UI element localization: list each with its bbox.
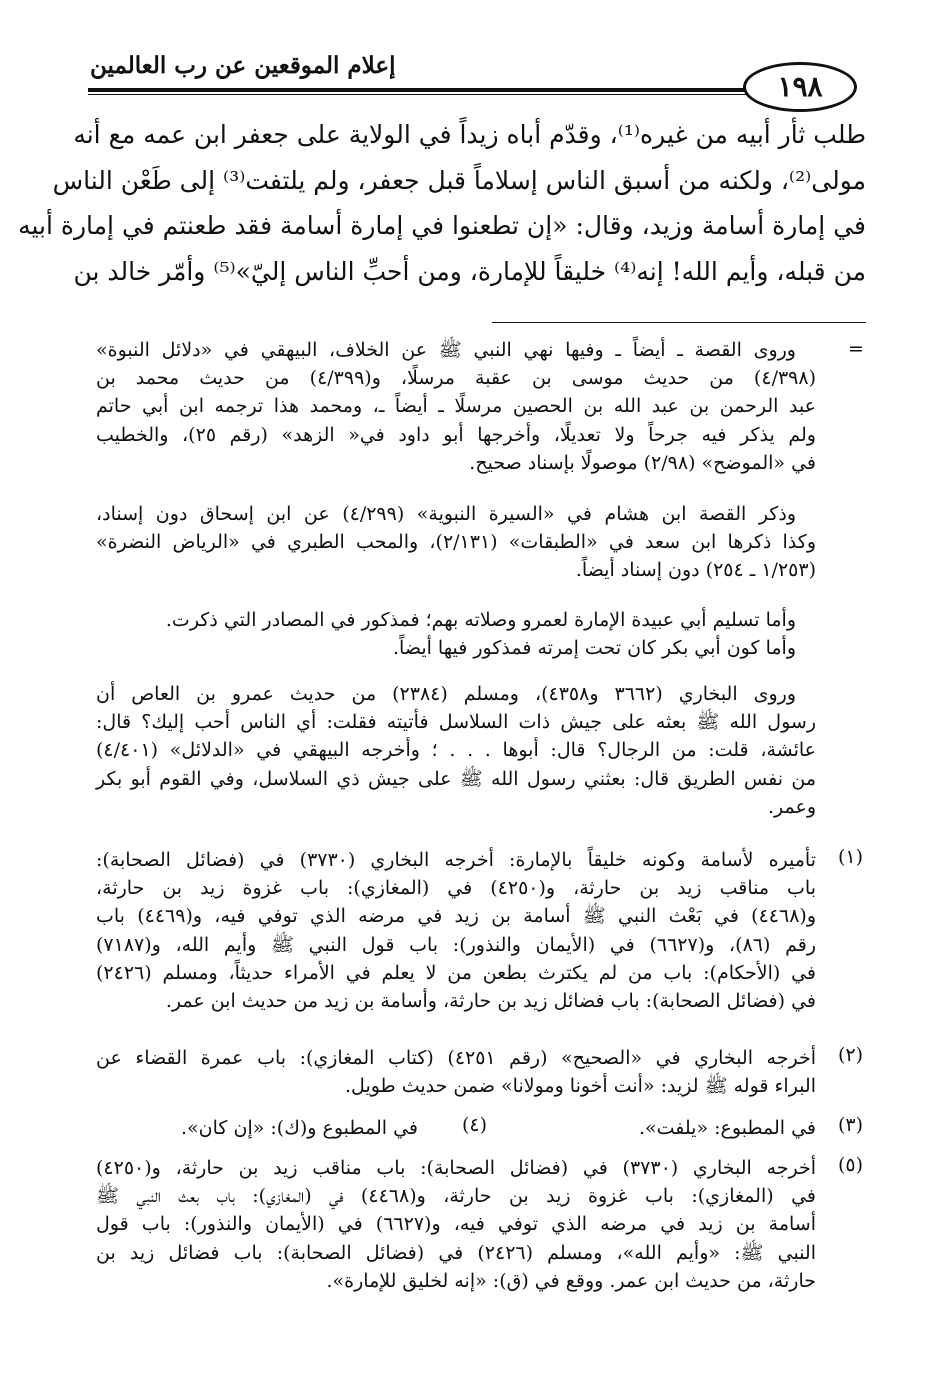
footnote-line: وعمر. [767, 795, 816, 818]
footnote-line: في (المغازي): باب غزوة زيد بن حارثة، و(٤٤٦٨) في (المغازي): باب بعث النبي ﷺ [96, 1185, 816, 1208]
footnote-number: (٣) [838, 1114, 864, 1136]
footnote-line: عائشة، قلت: من الرجال؟ قال: أبوها . . . ؛ وأخرجه البيهقي في «الدلائل» (٤/٤٠١) [96, 739, 816, 762]
footnote-continuation-para3 [96, 606, 816, 662]
header-rule-thin [88, 94, 772, 95]
footnote-line: رقم (٨٦)، و(٦٦٢٧) في (الأيمان والنذور): باب قول النبي ﷺ وأيم الله، و(٧١٨٧) [96, 933, 816, 956]
main-text-line: في إمارة أسامة وزيد، وقال: «إن تطعنوا في إمارة أسامة فقد طعنتم في إمارة أبيه [18, 211, 866, 240]
footnote-line: حارثة، من حديث ابن عمر. ووقع في (ق): «إنه لخليق للإمارة». [326, 1269, 816, 1292]
footnote-number: (٤) [462, 1114, 488, 1136]
footnote-5 [96, 1154, 816, 1295]
footnote-line: باب مناقب زيد بن حارثة، و(٤٢٥٠) في (المغازي): باب غزوة زيد بن حارثة، [96, 877, 816, 900]
continuation-marker: = [848, 338, 864, 360]
main-text-line: مولى⁽²⁾، ولكنه من أسبق الناس إسلاماً قبل جعفر، ولم يلتفت⁽³⁾ إلى طَعْن الناس [52, 165, 866, 195]
running-header [88, 50, 850, 103]
footnote-2 [96, 1044, 816, 1100]
footnote-line: في (الأحكام): باب من لم يكترث بطعن من لا يعلم في الأمراء حديثاً، ومسلم (٢٤٢٦) [96, 961, 816, 984]
footnote-continuation-para1 [96, 336, 816, 477]
footnote-line: في «الموضح» (٢/٩٨) موصولًا بإسناد صحيح. [469, 451, 816, 474]
footnote-1 [96, 846, 816, 1015]
footnote-line: أخرجه البخاري (٣٧٣٠) في (فضائل الصحابة): باب مناقب زيد بن حارثة، و(٤٢٥٠) [96, 1157, 816, 1179]
footnote-line: البراء قوله ﷺ لزيد: «أنت أخونا ومولانا» ضمن حديث طويل. [345, 1075, 816, 1098]
footnote-line: رسول الله ﷺ بعثه على جيش ذات السلاسل فأتيته فقلت: أي الناس أحب إليك؟ قال: [96, 711, 816, 734]
footnote-line: و(٤٤٦٨) في بَعْث النبي ﷺ أسامة بن زيد في مرضه الذي توفي فيه، و(٤٤٦٩) باب [96, 905, 816, 928]
book-title: إعلام الموقعين عن رب العالمين [90, 52, 396, 79]
footnote-line: وذكر القصة ابن هشام في «السيرة النبوية» (٤/٢٩٩) عن ابن إسحاق دون إسناد، [96, 503, 796, 525]
footnote-line: (٤/٣٩٨) من حديث موسى بن عقبة مرسلًا، و(٤/٣٩٩) من حديث محمد بن [96, 367, 817, 390]
main-text-line: من قبله، وأيم الله! إنه⁽⁴⁾ خليقاً للإمارة، ومن أحبِّ الناس إليّ»⁽⁵⁾ وأمّر خالد بن [73, 256, 866, 286]
footnote-separator [492, 322, 866, 323]
footnote-3 [600, 1114, 816, 1142]
footnote-line: أسامة بن زيد في مرضه الذي توفي فيه، و(٦٦٢٧) في (الأيمان والنذور): باب قول [96, 1213, 816, 1236]
footnote-line: ولم يذكر فيه جرحاً ولا تعديلًا، وأخرجها أبو داود في« الزهد» (رقم ٢٥)، والخطيب [96, 423, 816, 446]
footnote-line: من نفس الطريق قال: بعثني رسول الله ﷺ على جيش ذي السلاسل، وفي القوم أبو بكر [96, 767, 816, 790]
footnote-continuation-para4 [96, 680, 816, 821]
footnote-line: أخرجه البخاري في «الصحيح» (رقم ٤٢٥١) (كتاب المغازي): باب عمرة القضاء عن [96, 1047, 816, 1069]
footnote-4 [180, 1114, 418, 1142]
footnote-line: في المطبوع: «يلفت». [638, 1117, 816, 1139]
footnote-line: وروى البخاري (٣٦٦٢ و٤٣٥٨)، ومسلم (٢٣٨٤) من حديث عمرو بن العاص أن [96, 683, 796, 705]
footnote-number: (٥) [838, 1154, 864, 1176]
main-text [18, 112, 866, 294]
footnote-line: النبي ﷺ: «وأيم الله»، ومسلم (٢٤٢٦) في (فضائل الصحابة): باب فضائل زيد بن [96, 1241, 816, 1264]
footnote-number: (٢) [838, 1044, 864, 1066]
footnote-line: تأميره لأسامة وكونه خليقاً بالإمارة: أخرجه البخاري (٣٧٣٠) في (فضائل الصحابة): [96, 849, 816, 871]
header-rule-thick [88, 88, 772, 92]
footnote-line: (١/٢٥٣ ـ ٢٥٤) دون إسناد أيضاً. [575, 559, 816, 582]
main-text-line: طلب ثأر أبيه من غيره⁽¹⁾، وقدّم أباه زيداً في الولاية على جعفر ابن عمه مع أنه [73, 120, 866, 149]
footnote-line: في المطبوع و(ك): «إن كان». [181, 1117, 418, 1139]
footnote-line: وروى القصة ـ أيضاً ـ وفيها نهي النبي ﷺ عن الخلاف، البيهقي في «دلائل النبوة» [96, 339, 796, 361]
footnote-line: وكذا ذكرها ابن سعد في «الطبقات» (٢/١٣١)، والمحب الطبري في «الرياض النضرة» [96, 531, 816, 554]
footnote-line: وأما تسليم أبي عبيدة الإمارة لعمرو وصلاته بهم؛ فمذكور في المصادر التي ذكرت. [165, 609, 796, 631]
page-number: ١٩٨ [743, 62, 857, 112]
footnote-continuation-para2 [96, 500, 816, 585]
footnote-number: (١) [838, 846, 864, 868]
footnote-line: وأما كون أبي بكر كان تحت إمرته فمذكور فيها أيضاً. [393, 637, 796, 660]
footnote-line: عبد الرحمن بن عبد الله بن الحصين مرسلًا ـ أيضاً ـ، ومحمد هذا ترجمه ابن أبي حاتم [96, 395, 816, 418]
footnote-line: في (فضائل الصحابة): باب فضائل زيد بن حارثة، وأسامة بن زيد من حديث ابن عمر. [165, 989, 816, 1012]
